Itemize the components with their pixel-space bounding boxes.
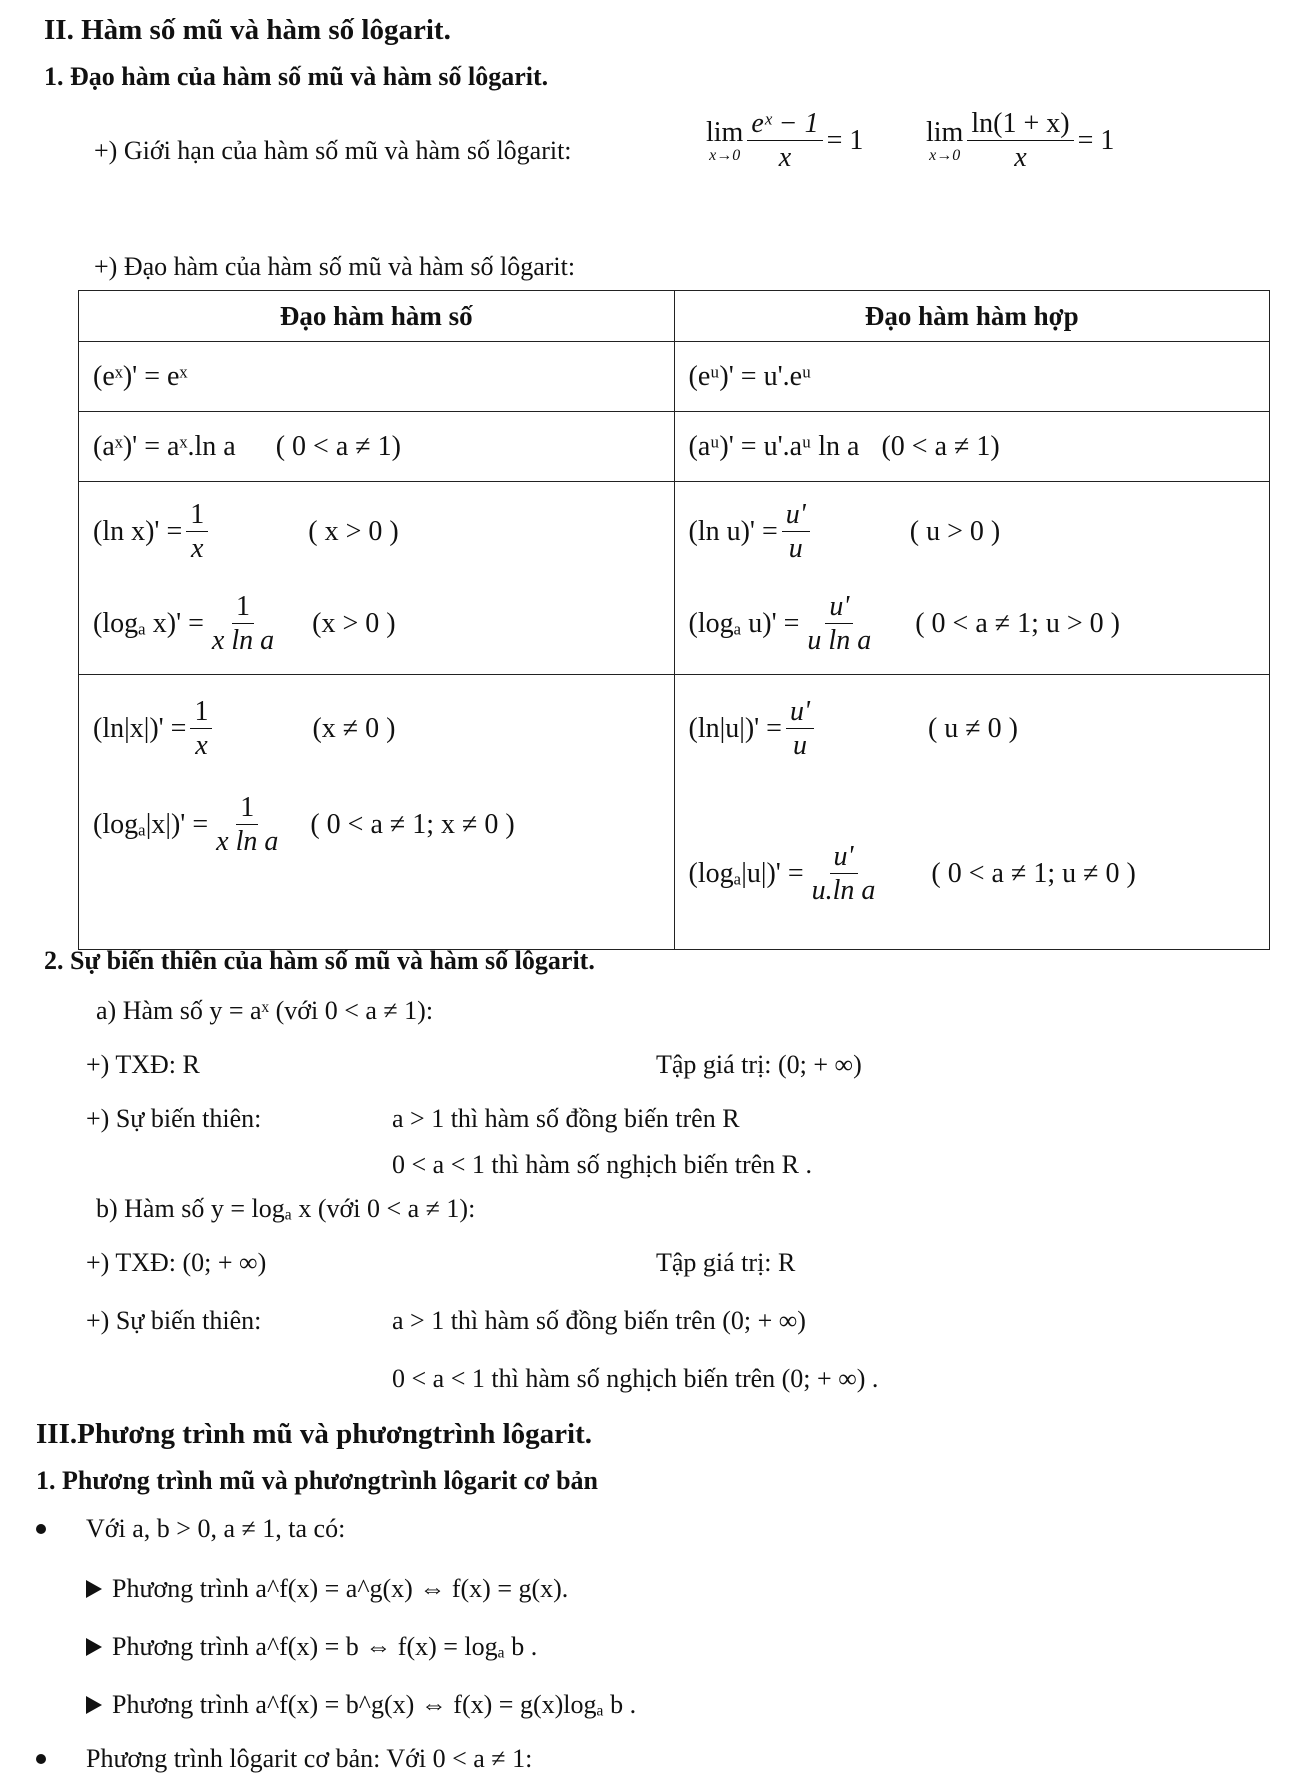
bullet-item: Với a, b > 0, a ≠ 1, ta có: [36, 1514, 345, 1544]
lim-operator: lim x→0 [926, 117, 964, 165]
function-b-variation-2: 0 < a < 1 thì hàm số nghịch biến trên (0; + ∞) . [392, 1364, 879, 1393]
function-b-range: Tập giá trị: R [656, 1248, 796, 1277]
function-a-variation-2: 0 < a < 1 thì hàm số nghịch biến trên R . [392, 1150, 812, 1179]
equation-item: Phương trình a^f(x) = b^g(x) ⇔ f(x) = g(x)logₐ b . [86, 1690, 636, 1720]
derivative-table [78, 290, 1270, 950]
equation-item: Phương trình a^f(x) = b ⇔ f(x) = logₐ b . [86, 1632, 537, 1662]
table-header-left: Đạo hàm hàm số [79, 291, 675, 342]
derivative-label: +) Đạo hàm của hàm số mũ và hàm số lôgarit: [94, 252, 576, 281]
function-a-variation-1: a > 1 thì hàm số đồng biến trên R [392, 1104, 740, 1133]
limit-label: +) Giới hạn của hàm số mũ và hàm số lôgarit: [94, 136, 572, 165]
function-b-title: b) Hàm số y = logₐ x (với 0 < a ≠ 1): [96, 1194, 476, 1223]
arrow-bullet-icon [86, 1638, 102, 1656]
table-cell: (eᵘ)' = u'.eᵘ [674, 342, 1270, 412]
table-cell: (aᵘ)' = u'.aᵘ ln a (0 < a ≠ 1) [674, 412, 1270, 482]
subsection-3-1-title: 1. Phương trình mũ và phươngtrình lôgarit cơ bản [36, 1466, 598, 1495]
bullet-icon [36, 1524, 46, 1534]
subsection-2-1-title: 1. Đạo hàm của hàm số mũ và hàm số lôgarit. [44, 62, 549, 91]
lim2-fraction: $\frac{\ln(1 + x)}{x}$ [967, 108, 1073, 175]
function-a-domain: +) TXĐ: R [86, 1050, 200, 1079]
table-cell: (ln u)' = $\frac{u'}{u}$ ( u > 0 ) (logₐ u)' = $\frac{u'}{\text{u ln a}}$ ( 0 < a ≠ 1; u > 0 ) [674, 482, 1270, 675]
lim-operator: lim x→0 [706, 117, 744, 165]
function-a-range: Tập giá trị: (0; + ∞) [656, 1050, 862, 1079]
lim1-fraction: $\frac{\text{eˣ − 1}}{x}$ [747, 108, 822, 175]
arrow-bullet-icon [86, 1696, 102, 1714]
table-cell: (ln|u|)' = $\frac{u'}{u}$ ( u ≠ 0 ) (logₐ|u|)' = $\frac{u'}{\text{u.ln a}}$ ( 0 < a ≠ 1; u ≠ 0 ) [674, 675, 1270, 950]
bullet-icon [36, 1754, 46, 1764]
limit-formula-2: lim x→0 $\frac{\ln(1 + x)}{x}$ = 1 [926, 108, 1115, 174]
function-a-title: a) Hàm số y = aˣ (với 0 < a ≠ 1): [96, 996, 434, 1025]
table-cell: (aˣ)' = aˣ.ln a ( 0 < a ≠ 1) [79, 412, 675, 482]
arrow-bullet-icon [86, 1580, 102, 1598]
table-cell: (ln|x|)' = $\frac{1}{x}$ (x ≠ 0 ) (logₐ|x|)' = $\frac{1}{\text{x ln a}}$ ( 0 < a ≠ 1; x ≠ 0 ) [79, 675, 675, 950]
equation-item: Phương trình a^f(x) = a^g(x) ⇔ f(x) = g(x). [86, 1574, 568, 1604]
subsection-2-2-title: 2. Sự biến thiên của hàm số mũ và hàm số lôgarit. [44, 946, 595, 975]
table-cell: (ln x)' = $\frac{1}{x}$ ( x > 0 ) (logₐ x)' = $\frac{1}{\text{x ln a}}$ (x > 0 ) [79, 482, 675, 675]
function-b-domain: +) TXĐ: (0; + ∞) [86, 1248, 267, 1277]
function-b-variation-label: +) Sự biến thiên: [86, 1306, 262, 1335]
function-b-variation-1: a > 1 thì hàm số đồng biến trên (0; + ∞) [392, 1306, 806, 1335]
table-cell: (eˣ)' = eˣ [79, 342, 675, 412]
table-header-right: Đạo hàm hàm hợp [674, 291, 1270, 342]
function-a-variation-label: +) Sự biến thiên: [86, 1104, 262, 1133]
bullet-item: Phương trình lôgarit cơ bản: Với 0 < a ≠ 1: [36, 1744, 532, 1774]
limit-formula-1: lim x→0 $\frac{\text{eˣ − 1}}{x}$ = 1 [706, 108, 864, 174]
section-3-title: III.Phương trình mũ và phươngtrình lôgarit. [36, 1418, 592, 1450]
section-2-title: II. Hàm số mũ và hàm số lôgarit. [44, 14, 451, 46]
